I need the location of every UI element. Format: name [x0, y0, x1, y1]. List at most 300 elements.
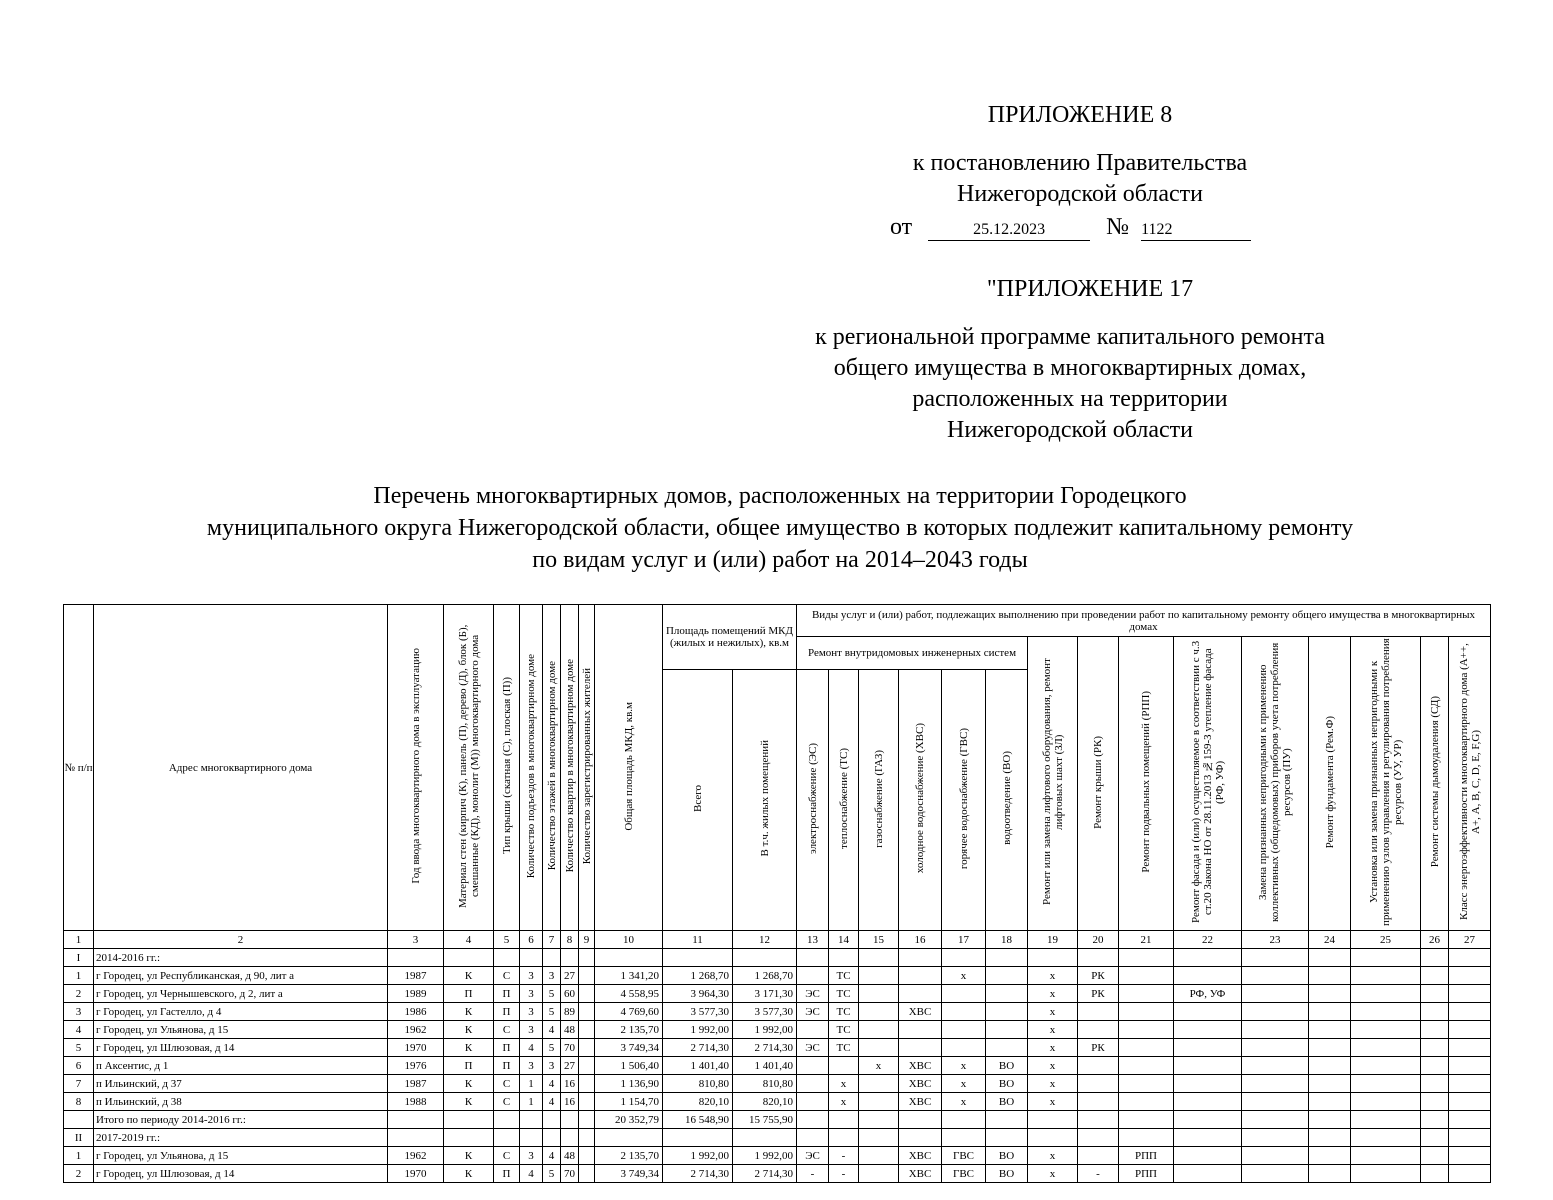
table-cell — [1119, 1021, 1174, 1039]
table-cell — [733, 1129, 797, 1147]
table-cell — [1174, 1075, 1242, 1093]
address-cell: 2014-2016 гг.: — [94, 949, 388, 967]
table-cell: 2 — [64, 1165, 94, 1183]
table-cell: 60 — [561, 985, 579, 1003]
table-cell — [1242, 1147, 1309, 1165]
table-cell: х — [1028, 1021, 1078, 1039]
table-cell — [899, 1111, 942, 1129]
table-cell — [579, 967, 595, 985]
table-cell: К — [444, 1039, 494, 1057]
table-cell — [797, 949, 829, 967]
table-cell — [899, 1021, 942, 1039]
column-number: 5 — [494, 931, 520, 949]
table-cell — [797, 1021, 829, 1039]
column-number: 24 — [1309, 931, 1351, 949]
table-cell — [1351, 967, 1421, 985]
table-cell — [899, 1129, 942, 1147]
column-number: 17 — [942, 931, 986, 949]
table-row — [64, 1021, 1491, 1039]
header-address: Адрес многоквартирного дома — [94, 605, 388, 931]
table-cell — [1119, 1075, 1174, 1093]
table-cell — [1242, 1039, 1309, 1057]
table-cell — [1078, 1129, 1119, 1147]
table-cell: - — [829, 1165, 859, 1183]
table-cell — [1421, 1111, 1449, 1129]
address-cell: г Городец, ул Шлюзовая, д 14 — [94, 1039, 388, 1057]
table-cell — [859, 1021, 899, 1039]
table-cell — [797, 967, 829, 985]
decree-date-number-line — [890, 212, 1290, 243]
table-cell: х — [859, 1057, 899, 1075]
table-cell: х — [829, 1075, 859, 1093]
column-number: 12 — [733, 931, 797, 949]
table-cell — [1174, 967, 1242, 985]
header-entrances: Количество подъездов в многоквартирном доме — [520, 605, 543, 931]
table-cell — [595, 949, 663, 967]
program-reference — [700, 322, 1440, 446]
table-cell: 1986 — [388, 1003, 444, 1021]
table-cell — [1421, 949, 1449, 967]
column-number: 10 — [595, 931, 663, 949]
table-row — [64, 1129, 1491, 1147]
table-cell — [829, 1057, 859, 1075]
table-cell — [1449, 949, 1491, 967]
table-cell — [1242, 967, 1309, 985]
table-cell — [444, 949, 494, 967]
table-cell — [1119, 1039, 1174, 1057]
decree-reference — [830, 148, 1330, 210]
table-cell — [1174, 1039, 1242, 1057]
title-line: муниципального округа Нижегородской области, общее имущество в которых подлежит капитальному ремонту — [206, 515, 1354, 541]
table-cell — [444, 1111, 494, 1129]
table-cell: 1 268,70 — [663, 967, 733, 985]
header-total-area: Общая площадь МКД, кв.м — [595, 605, 663, 931]
table-cell — [829, 949, 859, 967]
table-cell: 3 — [520, 1021, 543, 1039]
table-cell: 1970 — [388, 1039, 444, 1057]
table-cell — [942, 1111, 986, 1129]
column-number: 7 — [543, 931, 561, 949]
table-cell — [1449, 1129, 1491, 1147]
table-cell — [543, 1129, 561, 1147]
table-cell — [1309, 1039, 1351, 1057]
table-cell: ВО — [986, 1093, 1028, 1111]
table-cell — [1421, 1039, 1449, 1057]
table-cell — [64, 1111, 94, 1129]
table-cell — [1119, 1129, 1174, 1147]
table-cell — [859, 985, 899, 1003]
header-roof: Тип крыши (скатная (С), плоская (П)) — [494, 605, 520, 931]
table-cell: С — [494, 1075, 520, 1093]
table-cell — [1309, 949, 1351, 967]
table-cell — [1174, 1111, 1242, 1129]
table-cell: 3 — [64, 1003, 94, 1021]
column-number: 2 — [94, 931, 388, 949]
column-number: 22 — [1174, 931, 1242, 949]
table-cell: 3 749,34 — [595, 1039, 663, 1057]
table-cell — [986, 1111, 1028, 1129]
table-cell: ВО — [986, 1147, 1028, 1165]
table-cell — [859, 949, 899, 967]
table-cell — [986, 949, 1028, 967]
table-cell: 2 135,70 — [595, 1021, 663, 1039]
table-cell — [986, 1003, 1028, 1021]
table-cell: 27 — [561, 967, 579, 985]
header-area-group: Площадь помещений МКД (жилых и нежилых), кв.м — [663, 605, 797, 670]
table-cell: П — [494, 1003, 520, 1021]
table-row — [64, 1147, 1491, 1165]
table-cell — [1449, 1111, 1491, 1129]
table-cell: 89 — [561, 1003, 579, 1021]
title-line: Перечень многоквартирных домов, расположенных на территории Городецкого — [373, 483, 1187, 509]
table-cell — [579, 1147, 595, 1165]
table-cell: ТС — [829, 1039, 859, 1057]
table-cell: х — [1028, 985, 1078, 1003]
column-number: 9 — [579, 931, 595, 949]
column-number: 27 — [1449, 931, 1491, 949]
table-cell: 1970 — [388, 1165, 444, 1183]
table-cell — [579, 1129, 595, 1147]
table-cell — [942, 985, 986, 1003]
appendix-8-heading: ПРИЛОЖЕНИЕ 8 — [987, 102, 1173, 128]
table-cell: С — [494, 1021, 520, 1039]
table-cell: 4 — [543, 1147, 561, 1165]
table-cell — [1421, 1093, 1449, 1111]
table-cell — [1351, 1057, 1421, 1075]
table-cell: 3 — [520, 1003, 543, 1021]
program-line: Нижегородской области — [946, 417, 1194, 443]
table-cell — [859, 967, 899, 985]
table-cell — [859, 1093, 899, 1111]
table-cell — [1351, 1147, 1421, 1165]
table-cell — [1119, 967, 1174, 985]
header-residents: Количество зарегистрированных жителей — [579, 605, 595, 931]
table-cell — [899, 967, 942, 985]
table-cell: х — [942, 1075, 986, 1093]
address-cell: п Ильинский, д 37 — [94, 1075, 388, 1093]
table-cell — [1351, 1039, 1421, 1057]
table-cell: ХВС — [899, 1165, 942, 1183]
table-cell — [1242, 985, 1309, 1003]
table-row — [64, 1039, 1491, 1057]
table-cell — [1309, 1057, 1351, 1075]
table-cell: К — [444, 1165, 494, 1183]
table-cell — [1449, 1165, 1491, 1183]
table-cell: 1 — [64, 967, 94, 985]
table-cell — [1309, 1003, 1351, 1021]
table-cell — [1309, 1093, 1351, 1111]
table-cell — [1351, 1111, 1421, 1129]
table-cell — [1174, 1021, 1242, 1039]
table-cell: ВО — [986, 1165, 1028, 1183]
houses-table — [63, 604, 1491, 1183]
table-cell — [1351, 1021, 1421, 1039]
program-line: расположенных на территории — [912, 386, 1228, 412]
table-cell — [1242, 1075, 1309, 1093]
table-cell — [859, 1129, 899, 1147]
column-number: 21 — [1119, 931, 1174, 949]
table-cell — [388, 1111, 444, 1129]
table-cell: 3 — [520, 1057, 543, 1075]
table-cell: 1 992,00 — [663, 1021, 733, 1039]
address-cell: г Городец, ул Ульянова, д 15 — [94, 1147, 388, 1165]
header-apartments: Количество квартир в многоквартирном доме — [561, 605, 579, 931]
header-basement: Ремонт подвальных помещений (РПП) — [1119, 637, 1174, 931]
table-cell: РФ, УФ — [1174, 985, 1242, 1003]
header-number: № п/п — [64, 605, 94, 931]
table-cell: х — [1028, 1057, 1078, 1075]
table-cell: П — [444, 985, 494, 1003]
table-cell: 48 — [561, 1147, 579, 1165]
table-cell — [1174, 1003, 1242, 1021]
header-smoke: Ремонт системы дымоудаления (СД) — [1421, 637, 1449, 931]
table-cell — [1028, 949, 1078, 967]
header-cold-water: холодное водоснабжение (ХВС) — [899, 669, 942, 930]
column-number: 20 — [1078, 931, 1119, 949]
table-cell: х — [1028, 1093, 1078, 1111]
table-cell — [520, 1129, 543, 1147]
table-cell: 1962 — [388, 1021, 444, 1039]
table-cell: К — [444, 967, 494, 985]
table-cell: ТС — [829, 1021, 859, 1039]
column-number: 4 — [444, 931, 494, 949]
table-cell — [1449, 985, 1491, 1003]
table-cell: ЭС — [797, 1003, 829, 1021]
header-hot-water: горячее водоснабжение (ГВС) — [942, 669, 986, 930]
table-cell — [1078, 1075, 1119, 1093]
table-cell — [1449, 1075, 1491, 1093]
table-cell: П — [494, 1057, 520, 1075]
table-cell — [1174, 1129, 1242, 1147]
header-meters: Замена признанных непригодными к применению коллективных (общедомовых) приборов учета потребления ресурсов (ПУ) — [1242, 637, 1309, 931]
table-cell — [494, 1111, 520, 1129]
table-cell — [1242, 1003, 1309, 1021]
table-cell: 3 — [520, 985, 543, 1003]
column-number: 11 — [663, 931, 733, 949]
column-number: 16 — [899, 931, 942, 949]
table-cell — [1309, 1165, 1351, 1183]
table-cell: 16 — [561, 1093, 579, 1111]
table-cell: 3 171,30 — [733, 985, 797, 1003]
table-cell: К — [444, 1021, 494, 1039]
table-cell: 4 — [520, 1165, 543, 1183]
table-cell: ЭС — [797, 1147, 829, 1165]
table-cell: 70 — [561, 1165, 579, 1183]
table-cell: 1962 — [388, 1147, 444, 1165]
table-cell — [1242, 949, 1309, 967]
table-cell — [859, 1039, 899, 1057]
table-cell — [579, 949, 595, 967]
header-foundation: Ремонт фундамента (Рем.Ф) — [1309, 637, 1351, 931]
table-cell — [986, 1021, 1028, 1039]
table-cell: 3 577,30 — [733, 1003, 797, 1021]
table-cell — [1449, 1057, 1491, 1075]
table-cell — [1309, 985, 1351, 1003]
table-cell — [986, 1039, 1028, 1057]
table-cell: х — [942, 1093, 986, 1111]
table-cell: 820,10 — [663, 1093, 733, 1111]
table-cell — [579, 1093, 595, 1111]
table-cell: ХВС — [899, 1003, 942, 1021]
column-number: 8 — [561, 931, 579, 949]
table-cell: 1 341,20 — [595, 967, 663, 985]
table-cell: 1 401,40 — [663, 1057, 733, 1075]
header-energy-class: Класс энергоэффективности многоквартирного дома (А++, А+, А, B, C, D, E, F,G) — [1449, 637, 1491, 931]
table-cell: К — [444, 1147, 494, 1165]
table-cell — [561, 1111, 579, 1129]
table-cell: 2 135,70 — [595, 1147, 663, 1165]
table-cell — [561, 1129, 579, 1147]
table-cell: ТС — [829, 967, 859, 985]
header-electricity: электроснабжение (ЭС) — [797, 669, 829, 930]
table-cell: х — [1028, 1147, 1078, 1165]
table-cell: 3 — [543, 1057, 561, 1075]
table-cell: 20 352,79 — [595, 1111, 663, 1129]
table-cell — [797, 1093, 829, 1111]
table-cell: 6 — [64, 1057, 94, 1075]
table-row — [64, 949, 1491, 967]
table-cell — [986, 985, 1028, 1003]
header-roof-repair: Ремонт крыши (РК) — [1078, 637, 1119, 931]
table-cell: ВО — [986, 1075, 1028, 1093]
table-cell — [1449, 1003, 1491, 1021]
table-cell: х — [1028, 1003, 1078, 1021]
table-cell — [388, 1129, 444, 1147]
table-cell — [1309, 1129, 1351, 1147]
table-cell — [1242, 1129, 1309, 1147]
address-cell: 2017-2019 гг.: — [94, 1129, 388, 1147]
table-cell: 2 714,30 — [663, 1165, 733, 1183]
table-cell — [859, 1165, 899, 1183]
table-cell — [1421, 985, 1449, 1003]
from-label: от — [890, 214, 913, 240]
table-cell — [1242, 1057, 1309, 1075]
table-cell: 1 401,40 — [733, 1057, 797, 1075]
table-cell — [1028, 1129, 1078, 1147]
decree-number: 1122 — [1141, 220, 1251, 241]
table-cell — [1449, 1093, 1491, 1111]
program-line: общего имущества в многоквартирных домах, — [833, 355, 1307, 381]
table-cell — [733, 949, 797, 967]
table-cell: 48 — [561, 1021, 579, 1039]
table-cell — [797, 1111, 829, 1129]
table-cell — [1421, 1165, 1449, 1183]
table-cell: 15 755,90 — [733, 1111, 797, 1129]
table-cell — [1309, 967, 1351, 985]
table-row — [64, 1165, 1491, 1183]
table-cell — [579, 1075, 595, 1093]
table-cell: 1 154,70 — [595, 1093, 663, 1111]
table-cell — [859, 1111, 899, 1129]
column-number: 1 — [64, 931, 94, 949]
table-cell: 8 — [64, 1093, 94, 1111]
table-cell: I — [64, 949, 94, 967]
table-cell — [942, 1039, 986, 1057]
table-cell — [797, 1075, 829, 1093]
table-cell — [520, 1111, 543, 1129]
table-cell: ХВС — [899, 1093, 942, 1111]
table-cell — [388, 949, 444, 967]
table-cell — [829, 1129, 859, 1147]
table-cell — [797, 1057, 829, 1075]
table-cell: ХВС — [899, 1075, 942, 1093]
table-cell: 1988 — [388, 1093, 444, 1111]
table-cell — [444, 1129, 494, 1147]
table-cell — [1449, 1147, 1491, 1165]
table-cell: х — [942, 967, 986, 985]
table-cell: 3 — [520, 967, 543, 985]
table-cell — [1351, 1165, 1421, 1183]
table-cell — [899, 949, 942, 967]
table-cell — [1078, 1111, 1119, 1129]
header-material: Материал стен (кирпич (К), панель (П), дерево (Д), блок (Б), смешанные (КД), монолит (М)) многоквартирного дома — [444, 605, 494, 931]
column-number: 25 — [1351, 931, 1421, 949]
column-number: 26 — [1421, 931, 1449, 949]
table-cell — [1449, 1039, 1491, 1057]
table-cell: 2 714,30 — [733, 1165, 797, 1183]
table-cell — [942, 949, 986, 967]
address-cell: п Ильинский, д 38 — [94, 1093, 388, 1111]
table-cell: 1 992,00 — [733, 1021, 797, 1039]
table-cell — [1119, 1093, 1174, 1111]
column-number: 3 — [388, 931, 444, 949]
table-cell — [1078, 1147, 1119, 1165]
table-cell — [1351, 985, 1421, 1003]
table-cell: 4 558,95 — [595, 985, 663, 1003]
table-cell — [579, 1165, 595, 1183]
table-cell: ВО — [986, 1057, 1028, 1075]
column-number: 18 — [986, 931, 1028, 949]
table-cell — [1078, 949, 1119, 967]
address-cell: г Городец, ул Шлюзовая, д 14 — [94, 1165, 388, 1183]
header-gas: газоснабжение (ГАЗ) — [859, 669, 899, 930]
table-cell: 4 769,60 — [595, 1003, 663, 1021]
table-cell: 1 506,40 — [595, 1057, 663, 1075]
table-cell: 1 992,00 — [663, 1147, 733, 1165]
table-cell: 1 268,70 — [733, 967, 797, 985]
table-cell: 1 992,00 — [733, 1147, 797, 1165]
table-cell — [1242, 1093, 1309, 1111]
header-control-units: Установка или замена признанных непригодными к применению узлов управления и регулирования потребления ресурсов (УУ, УР) — [1351, 637, 1421, 931]
table-cell: 3 — [520, 1147, 543, 1165]
table-cell — [1119, 1003, 1174, 1021]
table-row — [64, 967, 1491, 985]
header-area-living: В т.ч. жилых помещений — [733, 669, 797, 930]
table-cell — [1351, 1003, 1421, 1021]
document-title — [40, 480, 1520, 576]
address-cell: Итого по периоду 2014-2016 гг.: — [94, 1111, 388, 1129]
table-cell: П — [494, 985, 520, 1003]
table-cell: 1 — [520, 1093, 543, 1111]
table-cell — [1119, 949, 1174, 967]
header-engineering-systems: Ремонт внутридомовых инженерных систем — [797, 637, 1028, 670]
table-cell: 7 — [64, 1075, 94, 1093]
table-cell — [579, 1111, 595, 1129]
table-cell: х — [1028, 967, 1078, 985]
table-cell — [899, 1039, 942, 1057]
table-cell — [663, 949, 733, 967]
table-cell: П — [494, 1165, 520, 1183]
table-cell: II — [64, 1129, 94, 1147]
decree-date: 25.12.2023 — [928, 220, 1090, 241]
table-cell: К — [444, 1093, 494, 1111]
table-cell — [579, 1057, 595, 1075]
table-cell: К — [444, 1075, 494, 1093]
table-cell — [579, 985, 595, 1003]
table-cell: - — [797, 1165, 829, 1183]
table-cell: 1 136,90 — [595, 1075, 663, 1093]
table-cell — [1421, 1129, 1449, 1147]
